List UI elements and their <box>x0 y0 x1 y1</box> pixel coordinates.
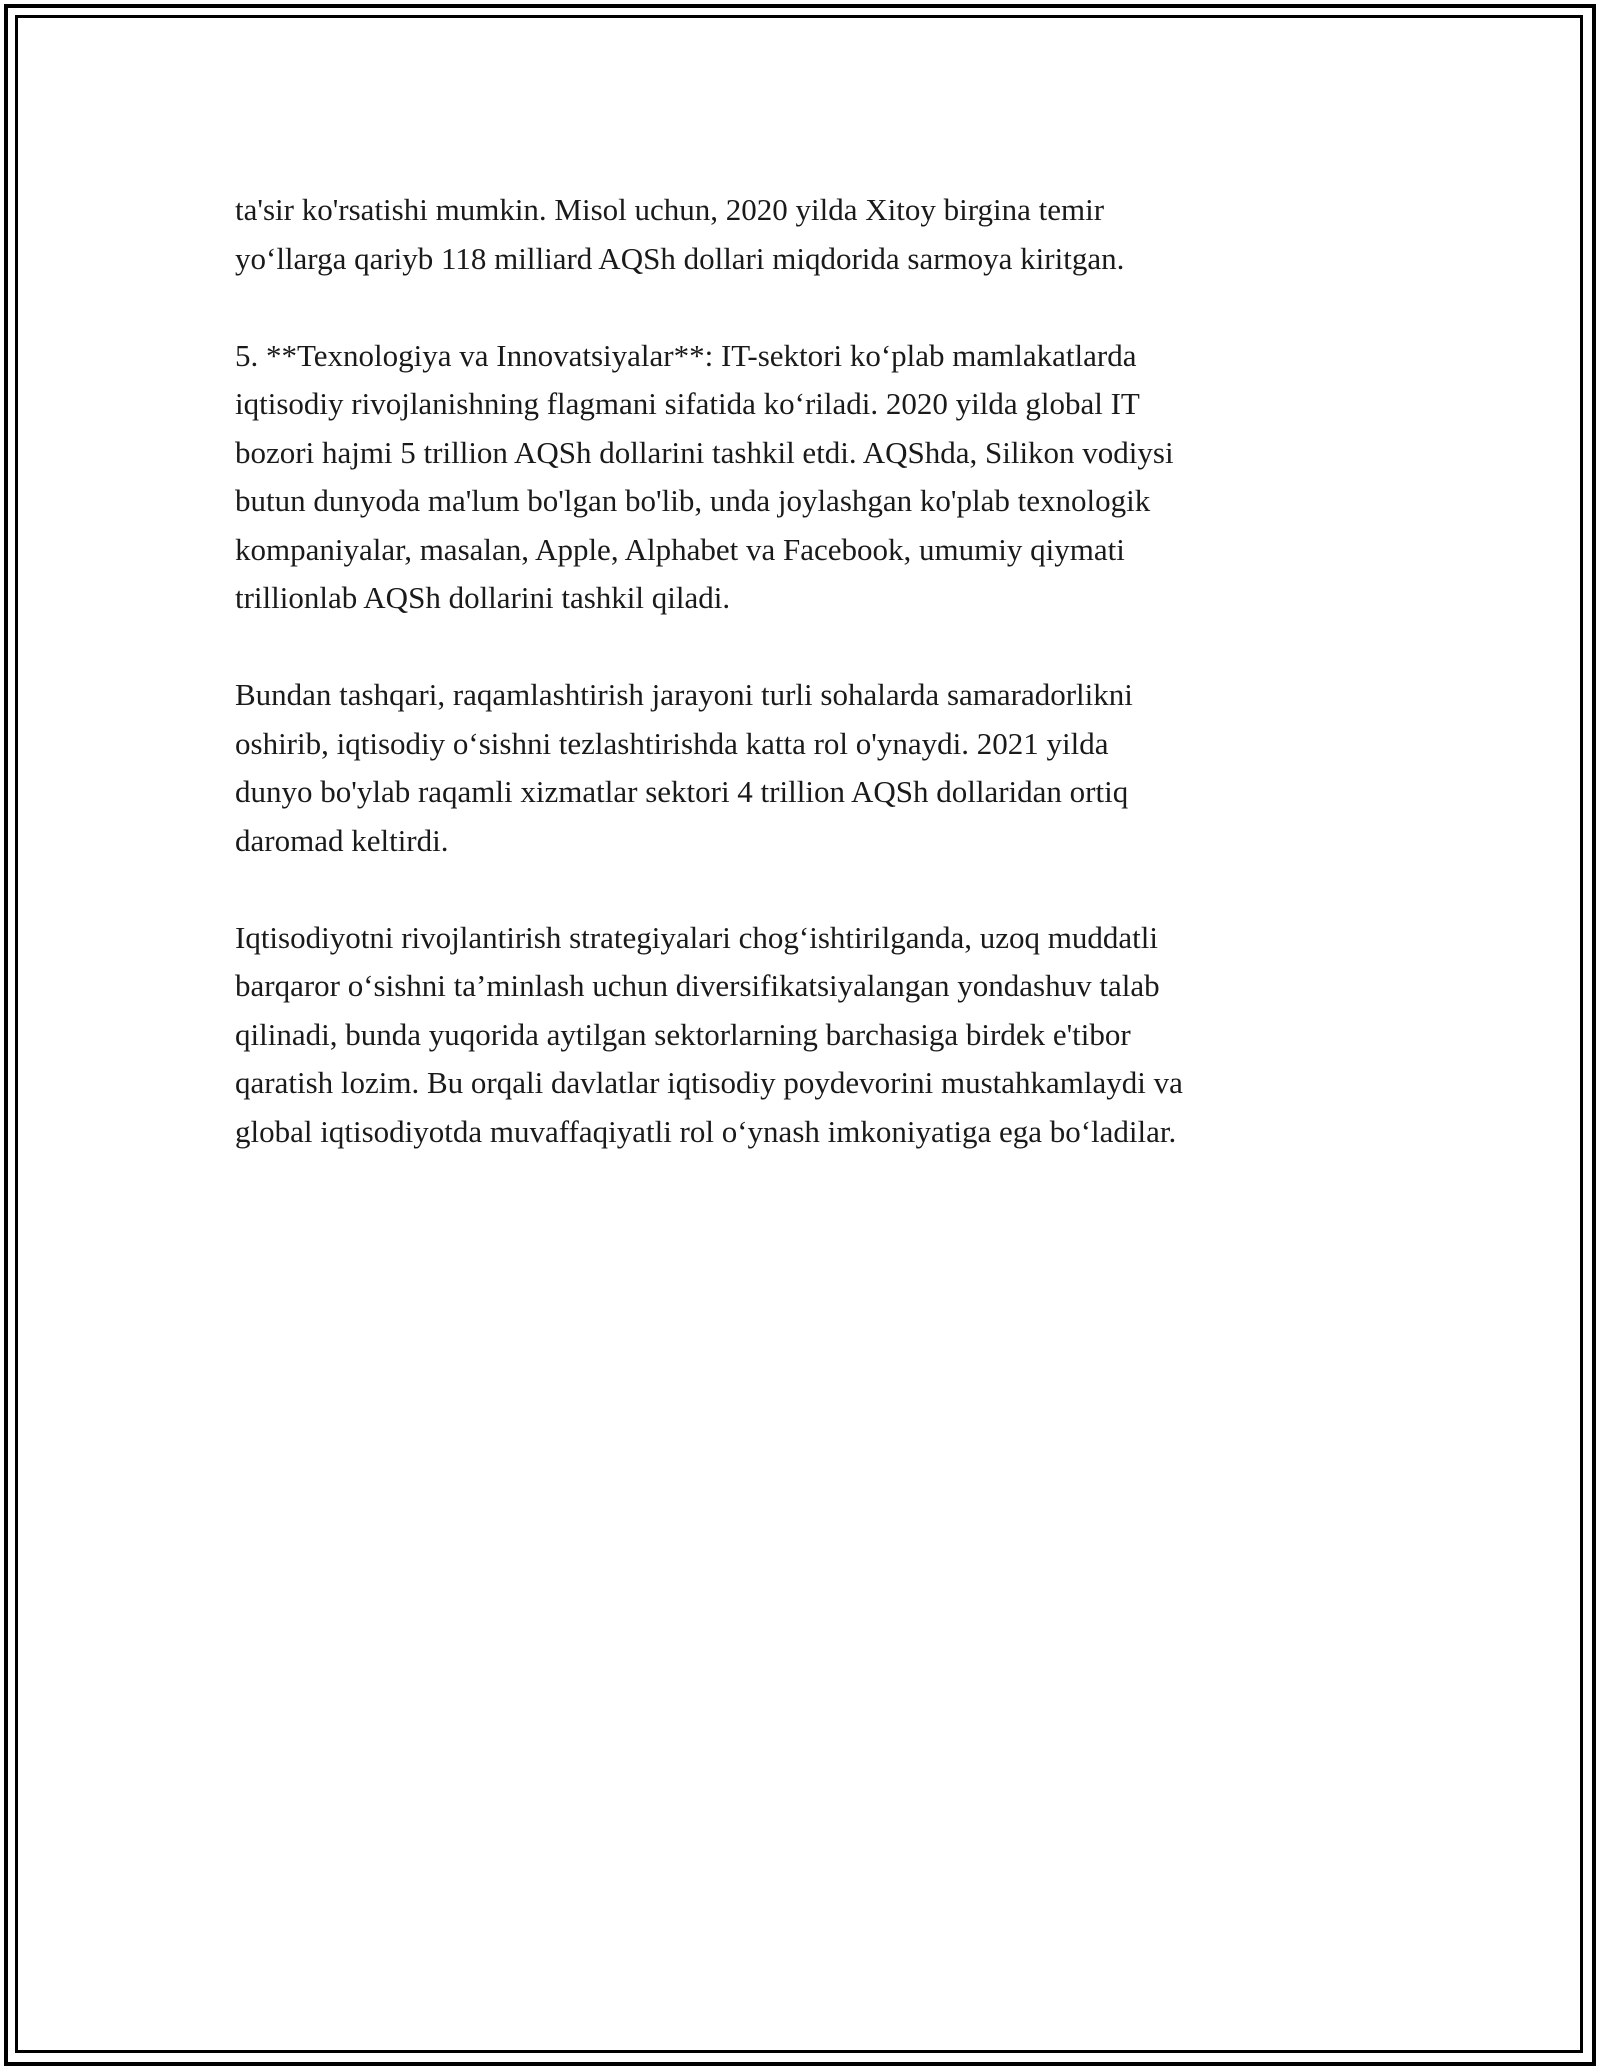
text-line: kompaniyalar, masalan, Apple, Alphabet va Facebook, umumiy qiymati <box>235 531 1125 567</box>
text-line: dunyo bo'ylab raqamli xizmatlar sektori 4 trillion AQSh dollaridan ortiq <box>235 774 1129 809</box>
text-line: yo‘llarga qariyb 118 milliard AQSh dollari miqdorida sarmoya kiritgan. <box>235 240 1125 276</box>
paragraph-technology-innovation <box>235 332 1415 623</box>
text-line: iqtisodiy rivojlanishning flagmani sifatida ko‘riladi. 2020 yilda global IT <box>235 386 1140 421</box>
paragraph-digitalization <box>235 671 1415 865</box>
text-line: daromad keltirdi. <box>235 822 449 858</box>
text-line: 5. **Texnologiya va Innovatsiyalar**: IT-sektori ko‘plab mamlakatlarda <box>235 337 1137 373</box>
paragraph-transport-investment <box>235 186 1415 283</box>
text-line: bozori hajmi 5 trillion AQSh dollarini tashkil etdi. AQShda, Silikon vodiysi <box>235 434 1174 470</box>
text-line: butun dunyoda ma'lum bo'lgan bo'lib, unda joylashgan ko'plab texnologik <box>235 483 1151 518</box>
text-line: global iqtisodiyotda muvaffaqiyatli rol o‘ynash imkoniyatiga ega bo‘ladilar. <box>235 1113 1177 1149</box>
document-body <box>235 186 1415 1205</box>
text-line: Bundan tashqari, raqamlashtirish jarayoni turli sohalarda samaradorlikni <box>235 677 1133 712</box>
text-line: Iqtisodiyotni rivojlantirish strategiyalari chog‘ishtirilganda, uzoq muddatli <box>235 919 1158 955</box>
text-line: trillionlab AQSh dollarini tashkil qiladi. <box>235 580 731 615</box>
text-line: oshirib, iqtisodiy o‘sishni tezlashtirishda katta rol o'ynaydi. 2021 yilda <box>235 725 1109 761</box>
text-line: qilinadi, bunda yuqorida aytilgan sektorlarning barchasiga birdek e'tibor <box>235 1016 1131 1052</box>
text-line: ta'sir ko'rsatishi mumkin. Misol uchun, 2020 yilda Xitoy birgina temir <box>235 192 1105 227</box>
paragraph-strategy-conclusion <box>235 914 1415 1157</box>
text-line: barqaror o‘sishni ta’minlash uchun diversifikatsiyalangan yondashuv talab <box>235 968 1160 1003</box>
text-line: qaratish lozim. Bu orqali davlatlar iqtisodiy poydevorini mustahkamlaydi va <box>235 1065 1183 1100</box>
